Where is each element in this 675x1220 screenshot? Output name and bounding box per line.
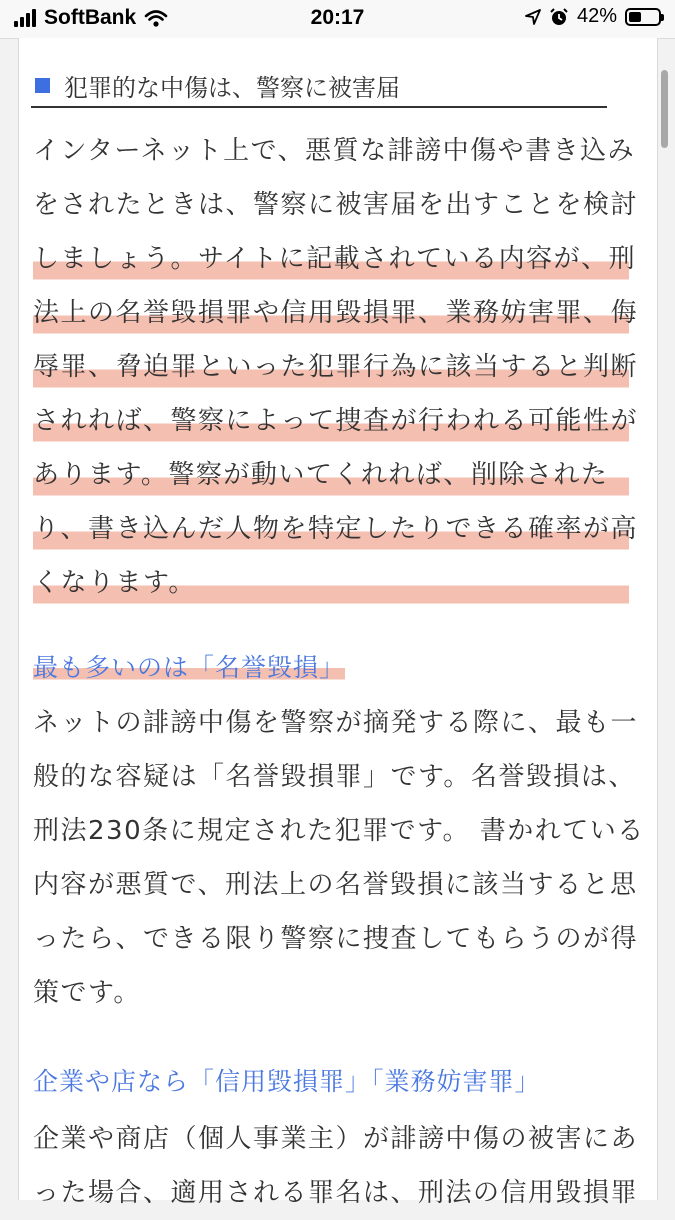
battery-icon — [625, 8, 661, 26]
paragraph-police-report — [33, 124, 639, 610]
paragraph-defamation — [33, 696, 645, 1020]
text-line: った場合、適用される罪名は、刑法の信用毀損罪 — [33, 1178, 639, 1208]
carrier-name: SoftBank — [44, 6, 137, 29]
text-line: 企業や商店（個人事業主）が誹謗中傷の被害にあ — [33, 1124, 639, 1154]
subheading-defamation: 最も多いのは「名誉毀損」 — [33, 648, 345, 684]
article-page[interactable] — [18, 38, 658, 1208]
text-line: ネットの誹謗中傷を警察が摘発する際に、最も一 — [33, 708, 639, 738]
highlighted-text-line: あります。警察が動いてくれれば、削除された — [33, 448, 629, 502]
highlighted-text-line: くなります。 — [33, 556, 629, 610]
section-title: 犯罪的な中傷は、警察に被害届 — [64, 73, 400, 102]
highlighted-text-line: されれば、警察によって捜査が行われる可能性が — [33, 394, 629, 448]
battery-percent: 42% — [576, 5, 617, 27]
text-line: インターネット上で、悪質な誹謗中傷や書き込み — [33, 136, 636, 166]
text-line: 策です。 — [33, 978, 141, 1008]
battery-level-fill — [629, 12, 641, 22]
paragraph-business — [33, 1112, 639, 1220]
section-heading — [31, 64, 607, 108]
status-bar — [0, 0, 675, 39]
clock: 20:17 — [310, 6, 365, 29]
text-line: をされたときは、警察に被害届を出すことを検討 — [33, 190, 639, 220]
status-indicators — [525, 5, 661, 28]
scrollbar-thumb[interactable] — [661, 70, 668, 148]
text-line: ったら、できる限り警察に捜査してもらうのが得 — [33, 924, 639, 954]
heading-square-icon — [35, 78, 50, 93]
text-line: 刑法230条に規定された犯罪です。 書かれている — [33, 816, 645, 846]
location-arrow-icon — [525, 9, 541, 25]
highlighted-text-line: しましょう。サイトに記載されている内容が、刑 — [33, 232, 629, 286]
highlighted-text-line: 法上の名誉毀損罪や信用毀損罪、業務妨害罪、侮 — [33, 286, 629, 340]
highlighted-text-line: り、書き込んだ人物を特定したりできる確率が高 — [33, 502, 629, 556]
subheading-business: 企業や店なら「信用毀損罪」「業務妨害罪」 — [33, 1067, 541, 1096]
alarm-clock-icon — [549, 7, 569, 27]
text-line: 般的な容疑は「名誉毀損罪」です。名誉毀損は、 — [33, 762, 636, 792]
text-line: 内容が悪質で、刑法上の名誉毀損に該当すると思 — [33, 870, 638, 900]
highlighted-text-line: 辱罪、脅迫罪といった犯罪行為に該当すると判断 — [33, 340, 629, 394]
